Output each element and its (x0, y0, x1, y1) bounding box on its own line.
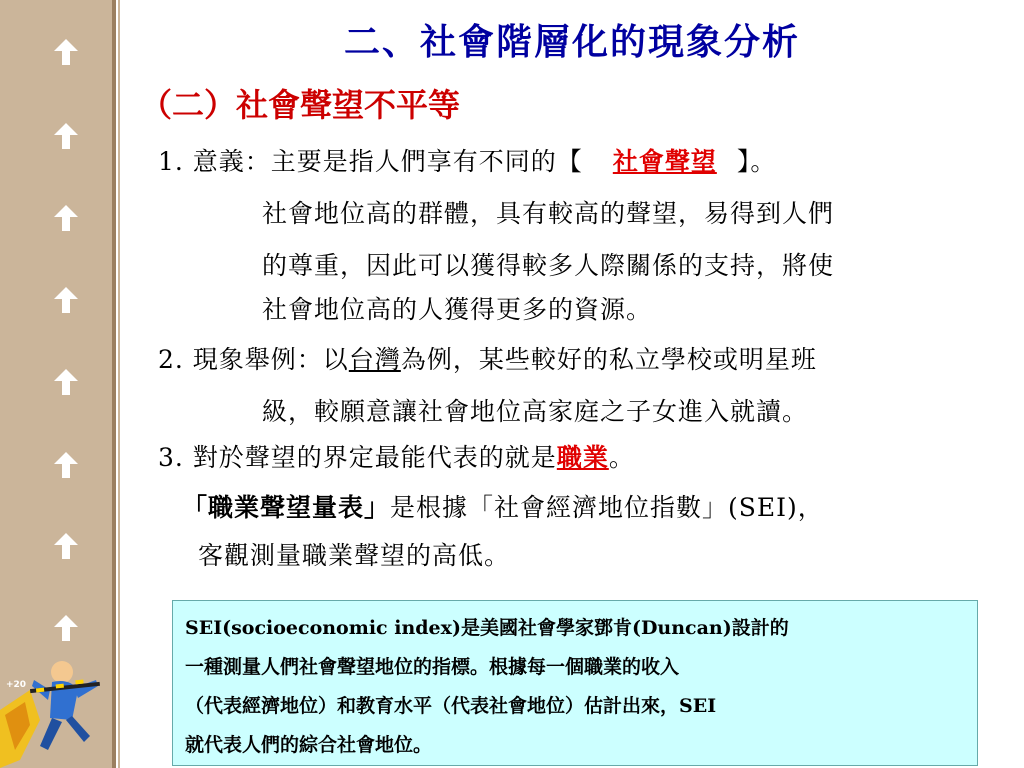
sei-note-line-2: 一種測量人們社會聲望地位的指標。根據每一個職業的收入 (185, 656, 680, 678)
item-1-keyword: 社會聲望 (612, 147, 717, 176)
item-2-continuation-1: 級，較願意讓社會地位高家庭之子女進入就讀。 (262, 397, 809, 426)
sidebar-divider (112, 0, 116, 768)
nav-up-button-3[interactable] (44, 196, 88, 240)
nav-up-button-7[interactable] (44, 524, 88, 568)
nav-up-button-5[interactable] (44, 360, 88, 404)
page-title: 二、社會階層化的現象分析 (343, 21, 800, 63)
up-arrow-icon (53, 203, 79, 233)
sidebar-divider-light (118, 0, 120, 768)
item-1-definition (158, 142, 776, 178)
up-arrow-icon (53, 613, 79, 643)
up-arrow-icon (53, 121, 79, 151)
item-1-continuation-2: 的尊重，因此可以獲得較多人際關係的支持，將使 (262, 251, 835, 280)
scale-continuation-1: 客觀測量職業聲望的高低。 (198, 541, 511, 570)
runner-clipart-icon (0, 650, 110, 768)
item-3-lead: 3. 對於聲望的界定最能代表的就是 (158, 443, 557, 472)
item-3-keyword: 職業 (556, 443, 609, 472)
scale-line (182, 488, 824, 524)
item-1-continuation-3: 社會地位高的人獲得更多的資源。 (262, 295, 653, 324)
up-arrow-icon (53, 37, 79, 67)
nav-up-button-4[interactable] (44, 278, 88, 322)
sei-note-line-4: 就代表人們的綜合社會地位。 (185, 734, 433, 756)
item-3-definition (158, 438, 635, 474)
clipart-caption: +20 (6, 680, 27, 690)
item-3-tail: 。 (608, 443, 635, 472)
item-2-lead: 2. 現象舉例：以 (158, 345, 349, 374)
up-arrow-icon (53, 285, 79, 315)
item-2-example (158, 340, 817, 376)
up-arrow-icon (53, 367, 79, 397)
scale-name: 「職業聲望量表」 (182, 493, 391, 522)
sei-note-box (172, 600, 978, 766)
nav-up-button-2[interactable] (44, 114, 88, 158)
item-2-tail: 為例，某些較好的私立學校或明星班 (400, 345, 817, 374)
item-2-underlined: 台灣 (348, 345, 401, 374)
item-1-continuation-1: 社會地位高的群體，具有較高的聲望，易得到人們 (262, 199, 835, 228)
nav-up-button-1[interactable] (44, 30, 88, 74)
sei-note-line-1: SEI(socioeconomic index)是美國社會學家鄧肯(Duncan)設計的 (185, 617, 789, 639)
scale-rest: 是根據「社會經濟地位指數」(SEI)， (390, 493, 824, 522)
item-1-lead: 1. 意義：主要是指人們享有不同的【 (158, 147, 583, 176)
up-arrow-icon (53, 450, 79, 480)
section-title: （二）社會聲望不平等 (140, 86, 461, 124)
sei-note-line-3: （代表經濟地位）和教育水平（代表社會地位）估計出來，SEI (185, 695, 717, 717)
up-arrow-icon (53, 531, 79, 561)
nav-up-button-8[interactable] (44, 606, 88, 650)
item-1-tail: 】。 (736, 147, 777, 176)
nav-up-button-6[interactable] (44, 443, 88, 487)
